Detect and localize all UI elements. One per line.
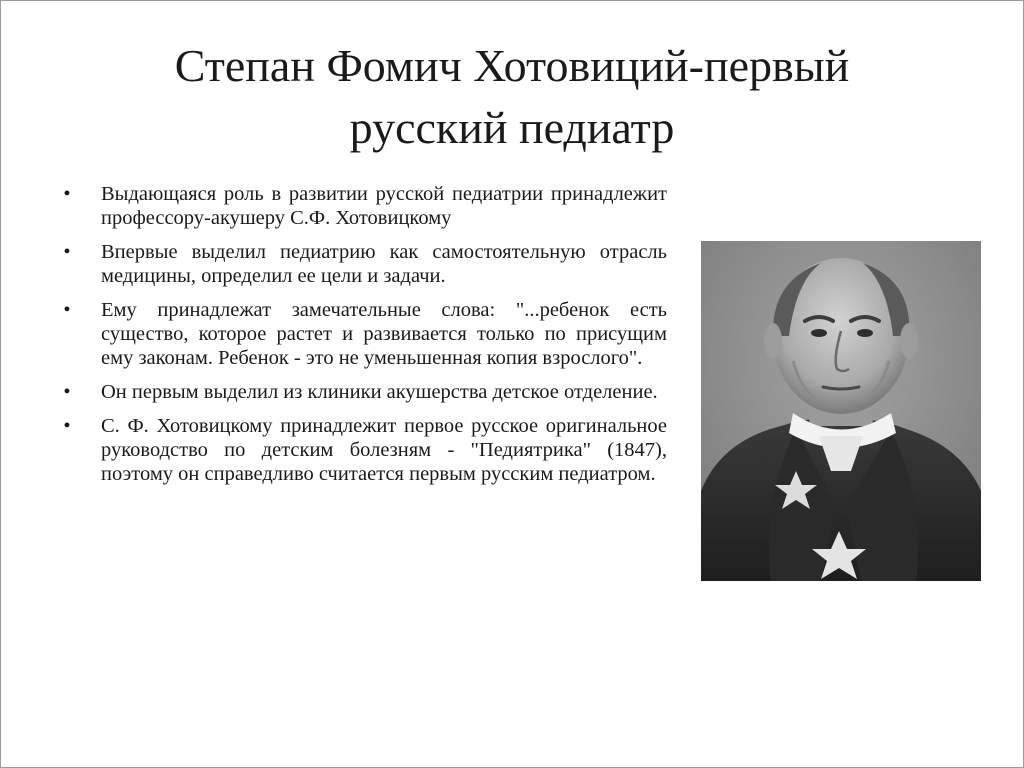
bullet-marker: • (63, 299, 71, 321)
bullet-text: Ему принадлежат замечательные слова: "...ребенок есть существо, которое растет и развивается только по присущим ему законам. Ребенок - это не уменьшенная копия взрослого". (101, 299, 667, 369)
bullet-text: Впервые выделил педиатрию как самостоятельную отрасль медицины, определил ее цели и задачи. (101, 241, 667, 287)
bullet-list (61, 182, 667, 496)
bullet-text: Он первым выделил из клиники акушерства детское отделение. (101, 381, 658, 403)
slide-title-line-1: Степан Фомич Хотовиций-первый (174, 40, 850, 91)
bullet-text: С. Ф. Хотовицкому принадлежит первое русское оригинальное руководство по детским болезням - "Педиятрика" (1847), поэтому он справедливо считается первым русским педиатром. (101, 415, 667, 485)
bullet-text: Выдающаяся роль в развитии русской педиатрии принадлежит профессору-акушеру С.Ф. Хотовицкому (101, 183, 667, 229)
bullet-item (61, 298, 667, 370)
portrait-illustration (701, 241, 981, 581)
portrait-photo (701, 241, 981, 581)
slide-title (1, 35, 1023, 159)
slide-title-line-2: русский педиатр (349, 102, 675, 153)
bullet-marker: • (63, 183, 71, 205)
bullet-item (61, 240, 667, 288)
bullet-item (61, 414, 667, 486)
bullet-item (61, 380, 667, 404)
bullet-item (61, 182, 667, 230)
bullet-marker: • (63, 415, 71, 437)
bullet-marker: • (63, 381, 71, 403)
bullet-marker: • (63, 241, 71, 263)
